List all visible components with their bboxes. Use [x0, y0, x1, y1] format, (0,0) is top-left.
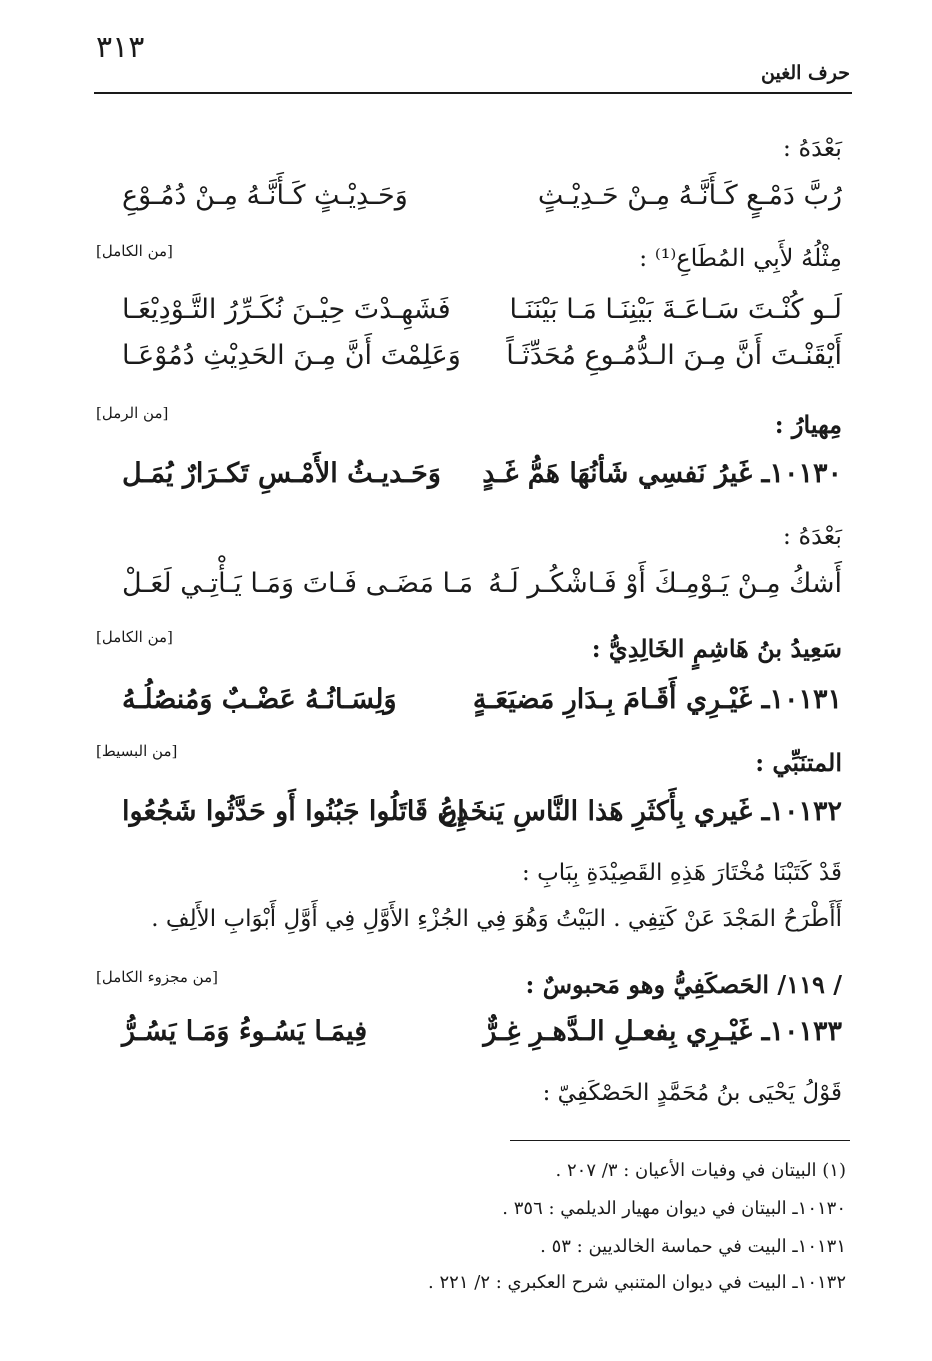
- verse-first-hemistich: أَشكُ مِـنْ يَـوْمِـكَ أَوْ فَـاشْكُـر لَـهُ: [488, 568, 842, 599]
- verse-second-hemistich: فِيمَـا يَسُـوءُ وَمَـا يَسُـرُّ: [122, 1016, 368, 1047]
- footnote: ١٠١٣١ـ البيت في حماسة الخالديين : ٥٣ .: [540, 1236, 846, 1257]
- verse-first-hemistich: ١٠١٣١ـ غَيْـرِي أَقَـامَ بِـدَارِ مَضيَعَـةٍ: [472, 684, 842, 715]
- poet-name: مِهيارُ :: [774, 410, 842, 439]
- verse-first-hemistich: ١٠١٣٢ـ غَيري بِأَكثَرِ هَذا النَّاسِ يَنخَدِعُ: [440, 796, 842, 827]
- meter-label: [من البسيط]: [96, 742, 178, 760]
- verse-first-hemistich: ١٠١٣٣ـ غَيْـرِي بِفعـلِ الـدَّهـرِ غِـرٌّ: [483, 1016, 842, 1047]
- verse-second-hemistich: وَحَـديـثُ الأَمْـسِ تَكـرَارٌ يُمَـل: [122, 458, 441, 489]
- intro-line: مِثْلُهُ لأَبِي المُطَاعِ⁽¹⁾ :: [639, 244, 842, 272]
- verse-first-hemistich: ١٠١٣٠ـ غَيرُ نَفسِي شَأنُهَا هَمُّ غَـدٍ: [482, 458, 842, 489]
- meter-label: [من الكامل]: [96, 628, 173, 646]
- footnote: (١) البيتان في وفيات الأعيان : ٣/ ٢٠٧ .: [555, 1160, 846, 1181]
- meter-label: [من الرمل]: [96, 404, 169, 422]
- verse-second-hemistich: وَلِسَـانُـهُ عَضْـبٌ وَمُنصُلُـهُ: [122, 684, 397, 715]
- verse-second-hemistich: فَشَهِـدْتَ حِيْـنَ نُكَـرِّرُ التَّـوْدِيْعَـا: [122, 294, 451, 325]
- running-head: حرف الغين: [761, 62, 850, 84]
- verse-first-hemistich: لَـو كُنْـتَ سَـاعَـةَ بَيْنِنَـا مَـا بَيْنَنَـا: [509, 294, 842, 325]
- verse-second-hemistich: وَعَلِمْتَ أَنَّ مِـنَ الحَدِيْثِ دُمُوْعَـا: [122, 340, 461, 371]
- footnote-rule: [510, 1140, 850, 1141]
- meter-label: [من الكامل]: [96, 242, 173, 260]
- page-number: ٣١٣: [96, 30, 145, 65]
- prose-line: قَوْلُ يَحْيَى بنُ مُحَمَّدٍ الحَصْكَفِيّ :: [542, 1080, 842, 1106]
- meter-label: [من مجزوء الكامل]: [96, 968, 218, 986]
- poet-name: المتنَبِّي :: [755, 748, 842, 777]
- verse-first-hemistich: رُبَّ دَمْـعٍ كَـأَنَّـهُ مِـنْ حَـدِيْـثٍ: [537, 180, 842, 211]
- poet-name: / ١١٩/ الحَصكَفِيُّ وهو مَحبوسٌ :: [525, 970, 842, 999]
- footnote: ١٠١٣٢ـ البيت في ديوان المتنبي شرح العكبري : ٢/ ٢٢١ .: [428, 1272, 846, 1293]
- intro-line: بَعْدَهُ :: [782, 522, 842, 550]
- header-rule: [94, 92, 852, 94]
- verse-first-hemistich: أَيْقَنْـتَ أَنَّ مِـنَ الـدُّمُـوعِ مُحَدِّثَـاً: [506, 340, 842, 371]
- intro-line: بَعْدَهُ :: [782, 134, 842, 162]
- verse-second-hemistich: مَـا مَضَـى فَـاتَ وَمَـا يَـأْتِـي لَعَـلْ: [122, 568, 474, 599]
- prose-line: أَأَطْرَحُ المَجْدَ عَنْ كَتِفِي . البَيْتُ وَهُوَ فِي الجُزْءِ الأَوَّلِ فِي أَوَّلِ أَبْوَابِ الأَلِفِ .: [151, 906, 842, 932]
- prose-line: قَدْ كَتَبْنَا مُخْتَارَ هَذِهِ القَصِيْدَةِ بِبَابِ :: [522, 860, 842, 886]
- verse-second-hemistich: إِن قَاتَلُوا جَبُنُوا أَو حَدَّثُوا شَجُعُوا: [122, 796, 465, 827]
- footnote: ١٠١٣٠ـ البيتان في ديوان مهيار الديلمي : ٣٥٦ .: [502, 1198, 846, 1219]
- poet-name: سَعِيدُ بنُ هَاشِمٍ الخَالِدِيُّ :: [591, 634, 842, 663]
- verse-second-hemistich: وَحَـدِيْـثٍ كَـأَنَّـهُ مِـنْ دُمُـوْعِ: [122, 180, 408, 211]
